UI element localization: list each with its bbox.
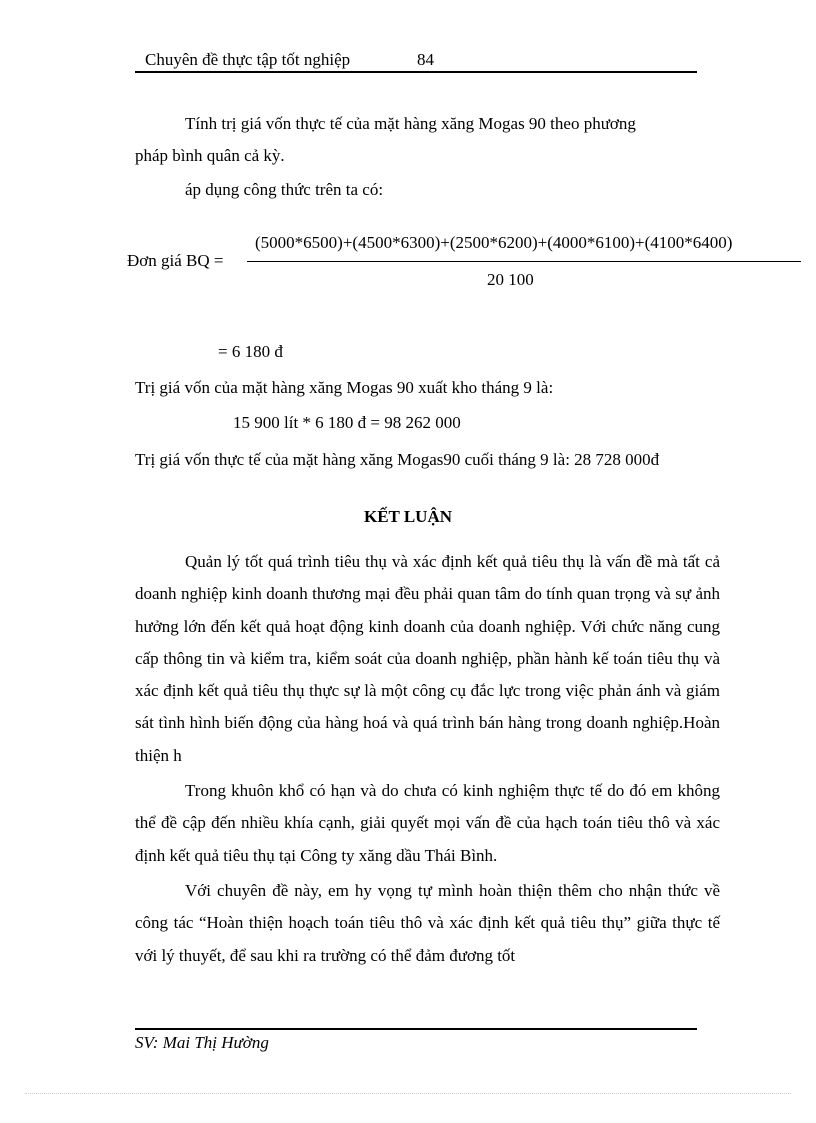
paragraph-text: Với chuyên đề này, em hy vọng tự mình hoàn thiện thêm cho nhận thức về công tác “Hoàn thiện hoạch toán tiêu thô và xác định kết quả tiêu thụ” giữa thực tế với lý thuyết, để sau khi ra trường có thể đảm đương tốt [135,881,720,965]
fraction-bar [247,261,801,262]
conclusion-heading: KẾT LUẬN [363,507,452,526]
conclusion-paragraph-1 [135,546,720,772]
formula-denominator: 20 100 [487,270,534,289]
formula-label: Đơn giá BQ = [127,251,224,270]
page-header [145,50,434,70]
intro-line-1: Tính trị giá vốn thực tế của mặt hàng xăng Mogas 90 theo phương [185,114,636,133]
intro-line-3: áp dụng công thức trên ta có: [185,180,384,199]
page-number: 84 [417,50,434,69]
header-title: Chuyên đề thực tập tốt nghiệp [145,50,351,69]
calc-line-2: 15 900 lít * 6 180 đ = 98 262 000 [233,413,461,432]
calc-line-3: Trị giá vốn thực tế của mặt hàng xăng Mogas90 cuối tháng 9 là: 28 728 000đ [135,450,660,469]
conclusion-paragraph-3 [135,875,720,972]
paragraph-text: Trong khuôn khổ có hạn và do chưa có kinh nghiệm thực tế do đó em không thể đề cập đến nhiều khía cạnh, giải quyết mọi vấn đề của hạch toán tiêu thô và xác định kết quả tiêu thụ tại Công ty xăng dầu Thái Bình. [135,781,720,865]
formula-numerator: (5000*6500)+(4500*6300)+(2500*6200)+(4000*6100)+(4100*6400) [255,233,733,252]
header-rule [135,71,697,73]
formula-result: = 6 180 đ [218,342,283,361]
intro-line-2: pháp bình quân cả kỳ. [135,146,285,165]
conclusion-paragraph-2 [135,775,720,872]
page-bottom-divider [25,1093,791,1094]
paragraph-text: Quản lý tốt quá trình tiêu thụ và xác định kết quả tiêu thụ là vấn đề mà tất cả doanh nghiệp kinh doanh thương mại đều phải quan tâm do tính quan trọng và sự ảnh hưởng lớn đến kết quả hoạt động kinh doanh của doanh nghiệp. Với chức năng cung cấp thông tin và kiểm tra, kiểm soát của doanh nghiệp, phần hành kế toán tiêu thụ và xác định kết quả tiêu thụ thực sự là một công cụ đắc lực trong việc phản ánh và giám sát tình hình biến động của hàng hoá và quá trình bán hàng trong doanh nghiệp.Hoàn thiện h [135,552,720,765]
calc-line-1: Trị giá vốn của mặt hàng xăng Mogas 90 xuất kho tháng 9 là: [135,378,554,397]
footer-author: SV: Mai Thị Hường [135,1033,269,1052]
footer-rule [135,1028,697,1030]
